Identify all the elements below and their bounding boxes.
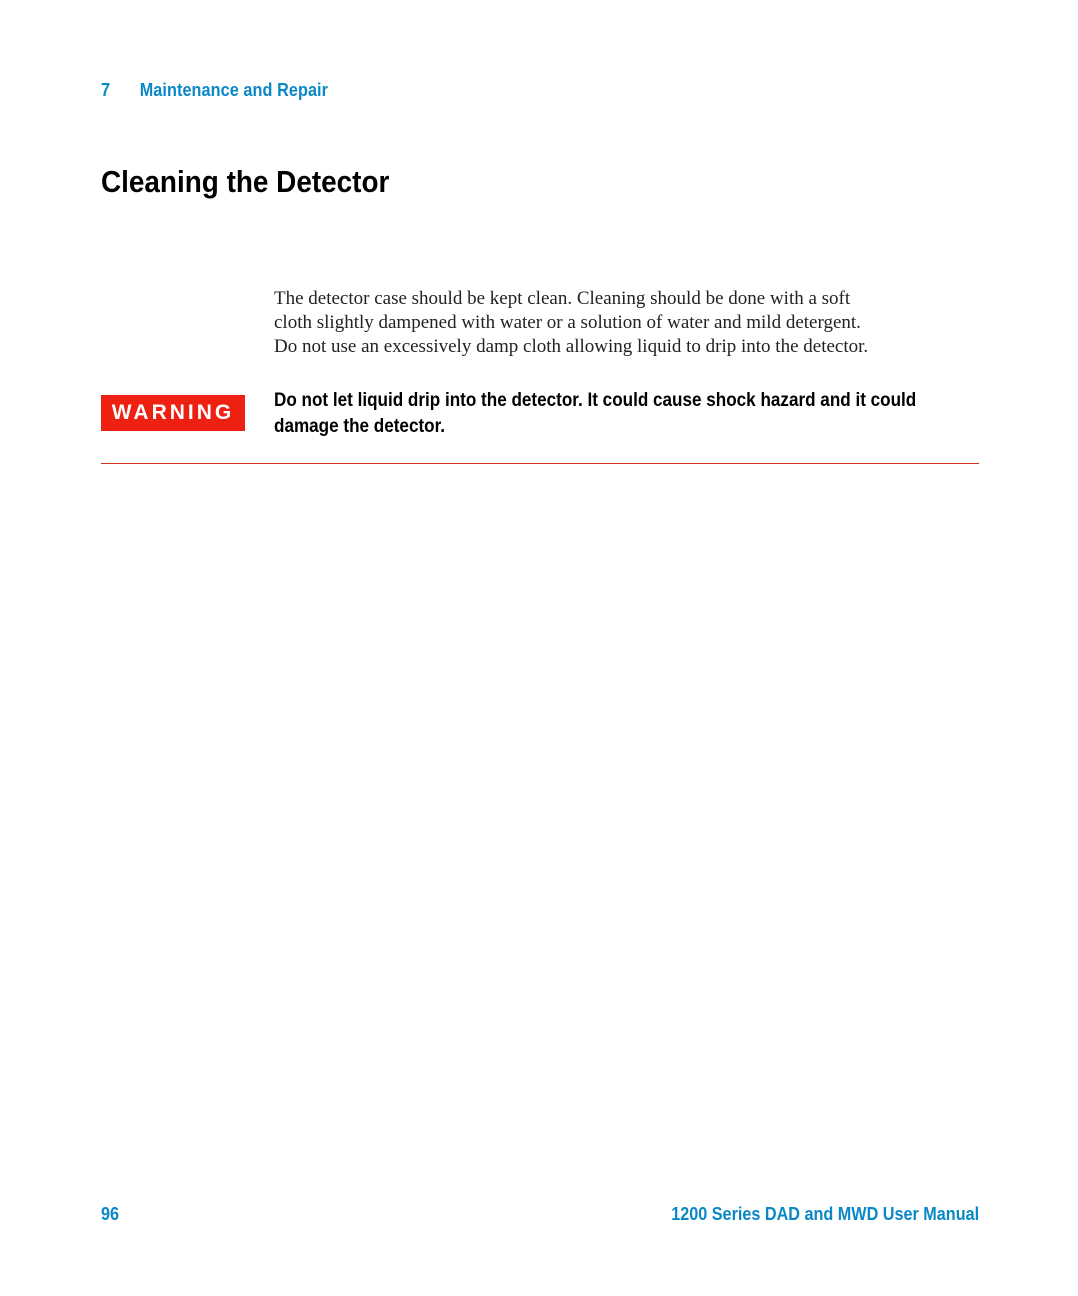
warning-line: Do not let liquid drip into the detector. It could cause shock hazard and it could	[274, 390, 917, 411]
section-title: Cleaning the Detector	[101, 164, 390, 199]
warning-line: damage the detector.	[274, 416, 446, 437]
warning-divider	[101, 463, 979, 464]
warning-badge: WARNING	[101, 395, 245, 431]
body-line: Do not use an excessively damp cloth allowing liquid to drip into the detector.	[274, 336, 869, 357]
manual-title: 1200 Series DAD and MWD User Manual	[671, 1204, 979, 1224]
chapter-title: Maintenance and Repair	[139, 80, 329, 100]
warning-text	[274, 388, 958, 440]
chapter-number: 7	[101, 80, 111, 100]
page-number: 96	[101, 1204, 120, 1224]
running-header	[101, 80, 328, 101]
body-line: The detector case should be kept clean. Cleaning should be done with a soft	[274, 288, 851, 309]
body-paragraph	[274, 287, 994, 359]
body-line: cloth slightly dampened with water or a solution of water and mild detergent.	[274, 312, 861, 333]
